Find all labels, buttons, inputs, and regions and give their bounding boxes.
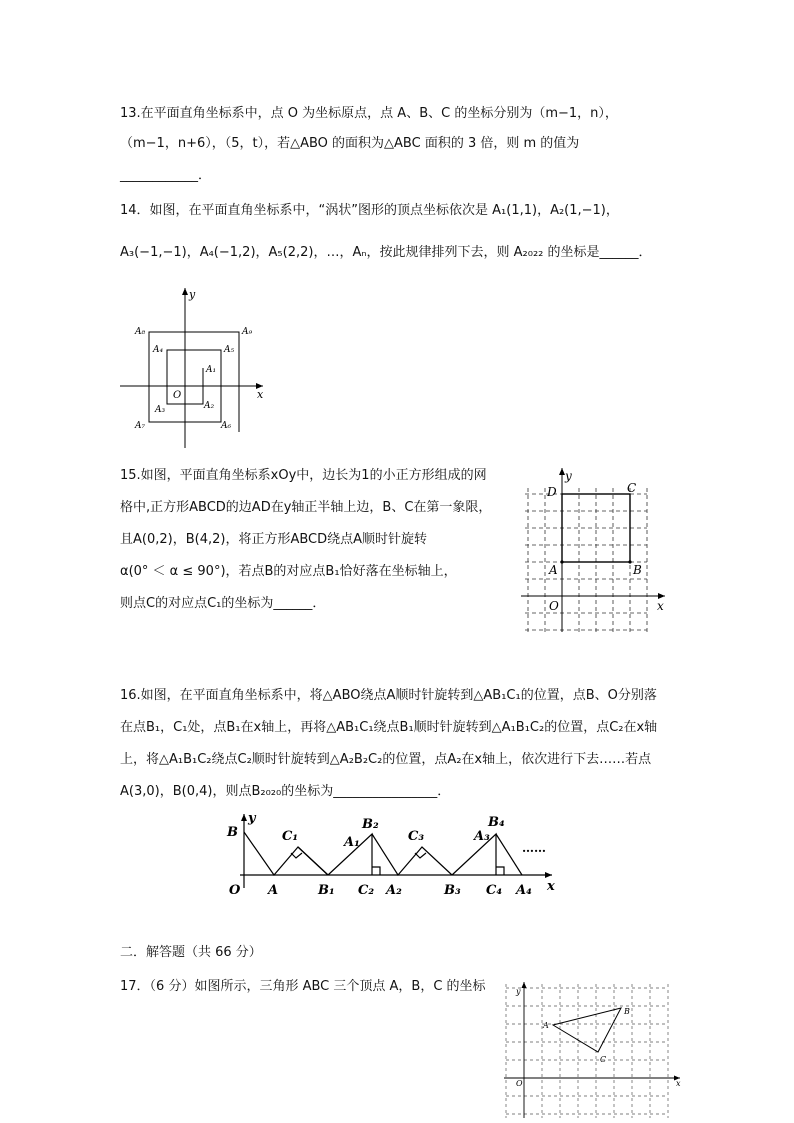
q16-line3: 上，将△A₁B₁C₂绕点C₂顺时针旋转到△A₂B₂C₂的位置，点A₂在x轴上，依次进行下去……若点 [120,752,652,767]
q16-label-b2: B₂ [362,817,379,832]
q17-axis-x: x [676,1079,681,1088]
q14-axis-y: y [189,288,196,301]
q16-rotation-figure [222,808,567,903]
q16-line2: 在点B₁，C₁处，点B₁在x轴上，再将△AB₁C₁绕点B₁顺时针旋转到△A₁B₁C₂的位置，点C₂在x轴 [120,720,658,735]
q14-label-a6: A₆ [221,421,232,431]
q13-line2: （m−1，n+6），（5，t），若△ABO 的面积为△ABC 面积的 3 倍，则 m 的值为 [120,136,580,151]
q16-label-b4: B₄ [488,815,505,830]
q15-line5: 则点C的对应点C₁的坐标为______． [120,596,326,611]
q16-label-b3: B₃ [444,883,461,898]
q14-label-a5: A₅ [224,345,235,355]
q15-line2: 格中,正方形ABCD的边AD在y轴正半轴上边，B、C在第一象限， [120,500,492,515]
q15-grid-figure [515,460,675,640]
q16-origin: O [229,883,241,898]
q17-label-c: C [600,1055,607,1064]
q14-label-a8: A₈ [135,327,146,337]
q14-label-a1: A₁ [206,365,217,375]
q16-label-c2: C₂ [358,883,375,898]
q17-label-a: A [543,1021,549,1030]
q16-line4: A(3,0)，B(0,4)，则点B₂₀₂₀的坐标为________________． [120,784,451,799]
q16-label-a: A [268,883,279,898]
q15-origin: O [549,599,559,613]
q14-label-a7: A₇ [135,421,146,431]
q16-label-c4: C₄ [486,883,503,898]
q16-line1: 16.如图，在平面直角坐标系中，将△ABO绕点A顺时针旋转到△AB₁C₁的位置，点B、O分别落 [120,688,657,703]
q17-label-b: B [624,1007,630,1016]
q16-label-a3: A₃ [474,829,490,844]
q14-line1: 14．如图，在平面直角坐标系中，“涡状”图形的顶点坐标依次是 A₁(1,1)，A₂(1,−1)， [120,203,619,218]
q13-line1: 13.在平面直角坐标系中，点 O 为坐标原点，点 A、B、C 的坐标分别为（m−1，n）， [120,106,618,121]
q16-ellipsis: …… [522,841,546,855]
q14-origin: O [173,390,182,401]
q13-answer-blank: ____________． [120,168,212,183]
section2-title: 二．解答题（共 66 分） [120,945,262,960]
q15-axis-x: x [657,599,664,613]
q15-label-c: C [627,481,637,495]
q16-axis-y: y [248,811,256,826]
q14-line2: A₃(−1,−1)，A₄(−1,2)，A₅(2,2)，…，Aₙ，按此规律排列下去，则 A₂₀₂₂ 的坐标是______． [120,245,652,260]
q15-line3: 且A(0,2)，B(4,2)，将正方形ABCD绕点A顺时针旋转 [120,532,428,547]
q16-label-a1: A₁ [344,835,360,850]
q14-label-a2: A₂ [204,401,215,411]
q15-line4: α(0° ＜ α ≤ 90°)，若点B的对应点B₁恰好落在坐标轴上， [120,564,457,579]
q15-label-b: B [633,563,642,577]
q16-label-c1: C₁ [282,829,299,844]
q16-label-a4: A₄ [516,883,532,898]
q15-label-a: A [549,563,558,577]
q14-label-a9: A₉ [242,327,253,337]
q15-axis-y: y [565,469,572,483]
q16-axis-x: x [547,879,555,894]
q14-axis-x: x [257,388,264,401]
q14-label-a4: A₄ [153,345,164,355]
q15-line1: 15.如图，平面直角坐标系xOy中，边长为1的小正方形组成的网 [120,468,487,483]
q16-label-b: B [227,825,238,840]
q17-origin: O [516,1079,523,1088]
q17-axis-y: y [516,987,521,996]
q16-label-c3: C₃ [408,829,425,844]
q14-label-a3: A₃ [155,405,166,415]
q15-label-d: D [547,485,557,499]
q17-line1: 17．（6 分）如图所示，三角形 ABC 三个顶点 A，B，C 的坐标 [120,979,486,994]
q16-label-a2: A₂ [386,883,402,898]
q14-spiral-figure [115,282,275,452]
q17-grid-figure [500,980,690,1120]
q16-label-b1: B₁ [318,883,335,898]
